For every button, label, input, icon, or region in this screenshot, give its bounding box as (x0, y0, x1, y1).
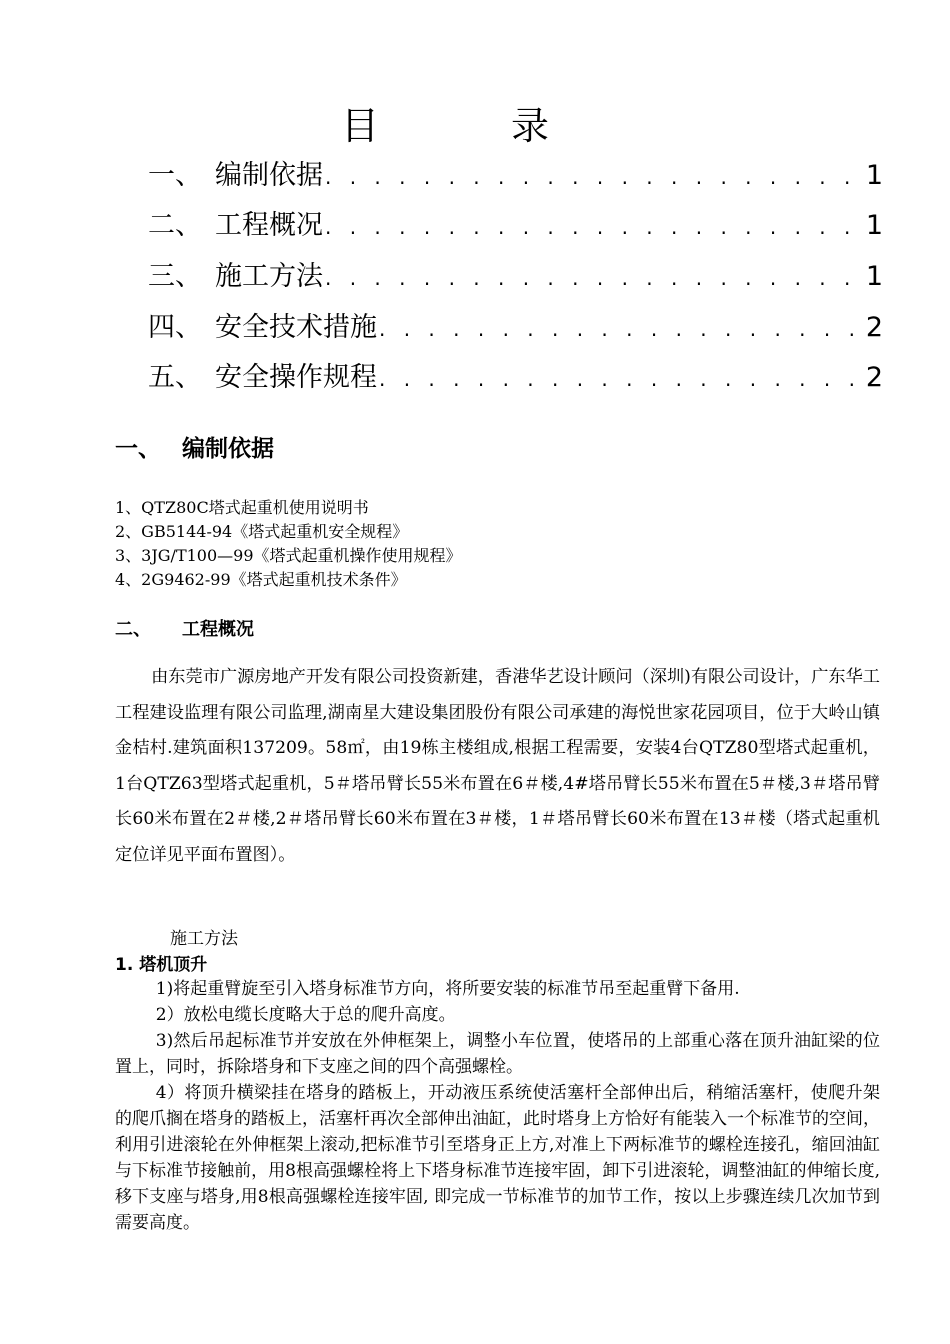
section-title: 编制依据 (182, 436, 274, 462)
toc-item-page: 2 (865, 362, 883, 393)
toc-item[interactable] (148, 358, 883, 398)
toc-item-label: 安全技术措施 (215, 312, 377, 343)
toc-item-label: 施工方法 (215, 261, 323, 292)
section-title: 工程概况 (182, 619, 254, 640)
toc-leader-dots (325, 258, 864, 298)
section-number: 一、 (115, 436, 161, 462)
step-item: 3)然后吊起标准节并安放在外伸框架上，调整小车位置，使塔吊的上部重心落在顶升油缸梁的位置上，同时，拆除塔身和下支座之间的四个高强螺栓。 (115, 1031, 880, 1077)
toc-item-number: 二、 (148, 210, 202, 241)
toc-item-number: 四、 (148, 312, 202, 343)
toc-leader-dots (379, 359, 864, 399)
toc-item-page: 1 (865, 210, 883, 241)
toc-item-number: 五、 (148, 362, 202, 393)
step-item: 4）将顶升横梁挂在塔身的踏板上，开动液压系统使活塞杆全部伸出后，稍缩活塞杆，使爬升架的爬爪搁在塔身的踏板上，活塞杆再次全部伸出油缸，此时塔身上方恰好有能装入一个标准节的空间，利用引进滚轮在外伸框架上滚动,把标准节引至塔身正上方,对准上下两标准节的螺栓连接孔，缩回油缸与下标准节接触前，用8根高强螺栓将上下塔身标准节连接牢固，卸下引进滚轮，调整油缸的伸缩长度,移下支座与塔身,用8根高强螺栓连接牢固, 即完成一节标准节的加节工作，按以上步骤连续几次加节到需要高度。 (115, 1083, 880, 1233)
reference-item: 2、GB5144-94《塔式起重机安全规程》 (115, 522, 409, 541)
reference-item: 4、2G9462-99《塔式起重机技术条件》 (115, 570, 407, 589)
overview-paragraph (115, 660, 880, 873)
reference-item: 3、3JG/T100—99《塔式起重机操作使用规程》 (115, 546, 462, 565)
section-heading-overview (115, 616, 254, 644)
toc-title: 目 录 (340, 104, 610, 148)
step-list (115, 976, 880, 1236)
toc-item[interactable] (148, 156, 883, 196)
toc-leader-dots (379, 309, 864, 349)
toc-item-number: 三、 (148, 261, 202, 292)
step-item: 1)将起重臂旋至引入塔身标准节方向，将所要安装的标准节吊至起重臂下备用. (155, 979, 740, 999)
toc-item-label: 工程概况 (215, 210, 323, 241)
toc-item[interactable] (148, 308, 883, 348)
reference-item: 1、QTZ80C塔式起重机使用说明书 (115, 498, 369, 517)
toc-leader-dots (325, 207, 864, 247)
toc-item-page: 2 (865, 312, 883, 343)
toc-item[interactable] (148, 206, 883, 246)
toc-item-label: 安全操作规程 (215, 362, 377, 393)
construction-method-label: 施工方法 (170, 929, 238, 949)
toc-item-page: 1 (865, 261, 883, 292)
section-number: 二、 (115, 619, 151, 640)
reference-list (115, 496, 895, 592)
overview-text: 由东莞市广源房地产开发有限公司投资新建，香港华艺设计顾问（深圳)有限公司设计，广东华工工程建设监理有限公司监理,湖南星大建设集团股份有限公司承建的海悦世家花园项目，位于大岭山镇金桔村.建筑面积137209。58㎡，由19栋主楼组成,根据工程需要，安装4台QTZ80型塔式起重机，1台QTZ63型塔式起重机，5＃塔吊臂长55米布置在6＃楼,4#塔吊臂长55米布置在5＃楼,3＃塔吊臂长60米布置在2＃楼,2＃塔吊臂长60米布置在3＃楼，1＃塔吊臂长60米布置在13＃楼（塔式起重机定位详见平面布置图）。 (115, 667, 880, 865)
step-item: 2）放松电缆长度略大于总的爬升高度。 (155, 1005, 456, 1025)
toc-item-label: 编制依据 (215, 160, 323, 191)
toc-leader-dots (325, 157, 864, 197)
subsection-heading: 1. 塔机顶升 (115, 955, 208, 975)
toc-item-number: 一、 (148, 160, 202, 191)
toc-item-page: 1 (865, 160, 883, 191)
toc-item[interactable] (148, 257, 883, 297)
section-heading-basis (115, 432, 274, 466)
